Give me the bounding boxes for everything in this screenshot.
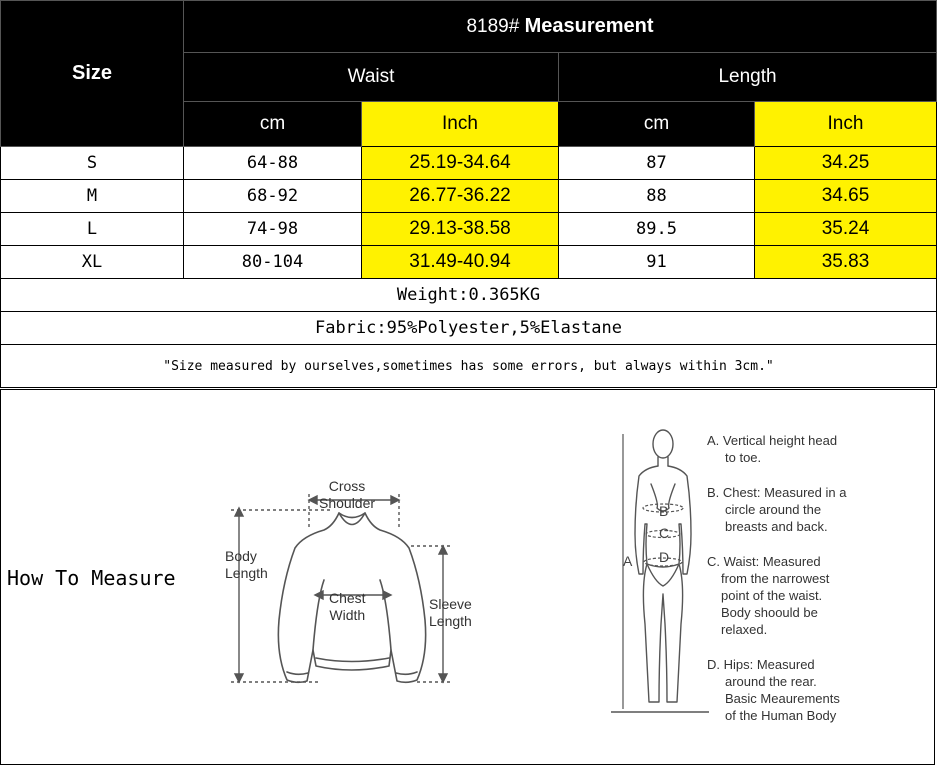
unit-waist-cm: cm	[184, 102, 362, 147]
size-header: Size	[1, 1, 184, 147]
waist-inch-cell: 25.19-34.64	[362, 147, 559, 180]
table-row	[1, 180, 937, 213]
waist-cm-cell: 64-88	[184, 147, 362, 180]
chart-title	[184, 1, 937, 53]
waist-cm-cell: 74-98	[184, 213, 362, 246]
waist-header: Waist	[184, 53, 559, 102]
body-notes: A. Vertical height head to toe. B. Chest: Measured in a circle around the breasts and back. C. Waist: Measured from the narrowest point of the waist. Body shoould be relaxed. D. Hips: Measured around the rear. Basic Meaurements of the Human Body	[707, 433, 847, 723]
length-cm-cell: 88	[559, 180, 755, 213]
size-cell: L	[1, 213, 184, 246]
size-cell: S	[1, 147, 184, 180]
label-body-length: Body Length	[225, 548, 268, 581]
marker-b: B	[659, 503, 669, 519]
marker-a: A	[623, 553, 633, 569]
length-cm-cell: 91	[559, 246, 755, 279]
table-row	[1, 213, 937, 246]
length-inch-cell: 35.24	[755, 213, 937, 246]
size-cell: M	[1, 180, 184, 213]
length-cm-cell: 89.5	[559, 213, 755, 246]
marker-d: D	[659, 549, 670, 565]
fabric-row: Fabric:95%Polyester,5%Elastane	[1, 312, 937, 345]
length-inch-cell: 34.65	[755, 180, 937, 213]
title-text: Measurement	[524, 15, 654, 37]
size-cell: XL	[1, 246, 184, 279]
length-inch-cell: 34.25	[755, 147, 937, 180]
waist-cm-cell: 80-104	[184, 246, 362, 279]
body-markers	[609, 424, 709, 729]
length-inch-cell: 35.83	[755, 246, 937, 279]
marker-c: C	[659, 525, 670, 541]
waist-cm-cell: 68-92	[184, 180, 362, 213]
how-to-measure-section	[0, 389, 935, 765]
unit-length-inch: Inch	[755, 102, 937, 147]
measurement-note: "Size measured by ourselves,sometimes has some errors, but always within 3cm."	[1, 345, 937, 388]
how-to-measure-label: How To Measure	[7, 566, 176, 590]
unit-length-cm: cm	[559, 102, 755, 147]
waist-inch-cell: 29.13-38.58	[362, 213, 559, 246]
table-row	[1, 246, 937, 279]
table-row	[1, 147, 937, 180]
waist-inch-cell: 31.49-40.94	[362, 246, 559, 279]
label-cross-shoulder: Cross Shoulder	[319, 478, 376, 511]
label-sleeve-length: Sleeve Length	[429, 596, 472, 629]
unit-waist-inch: Inch	[362, 102, 559, 147]
length-cm-cell: 87	[559, 147, 755, 180]
weight-row: Weight:0.365KG	[1, 279, 937, 312]
title-number: 8189#	[466, 16, 520, 37]
waist-inch-cell: 26.77-36.22	[362, 180, 559, 213]
length-header: Length	[559, 53, 937, 102]
label-chest-width: Chest Width	[329, 590, 366, 623]
